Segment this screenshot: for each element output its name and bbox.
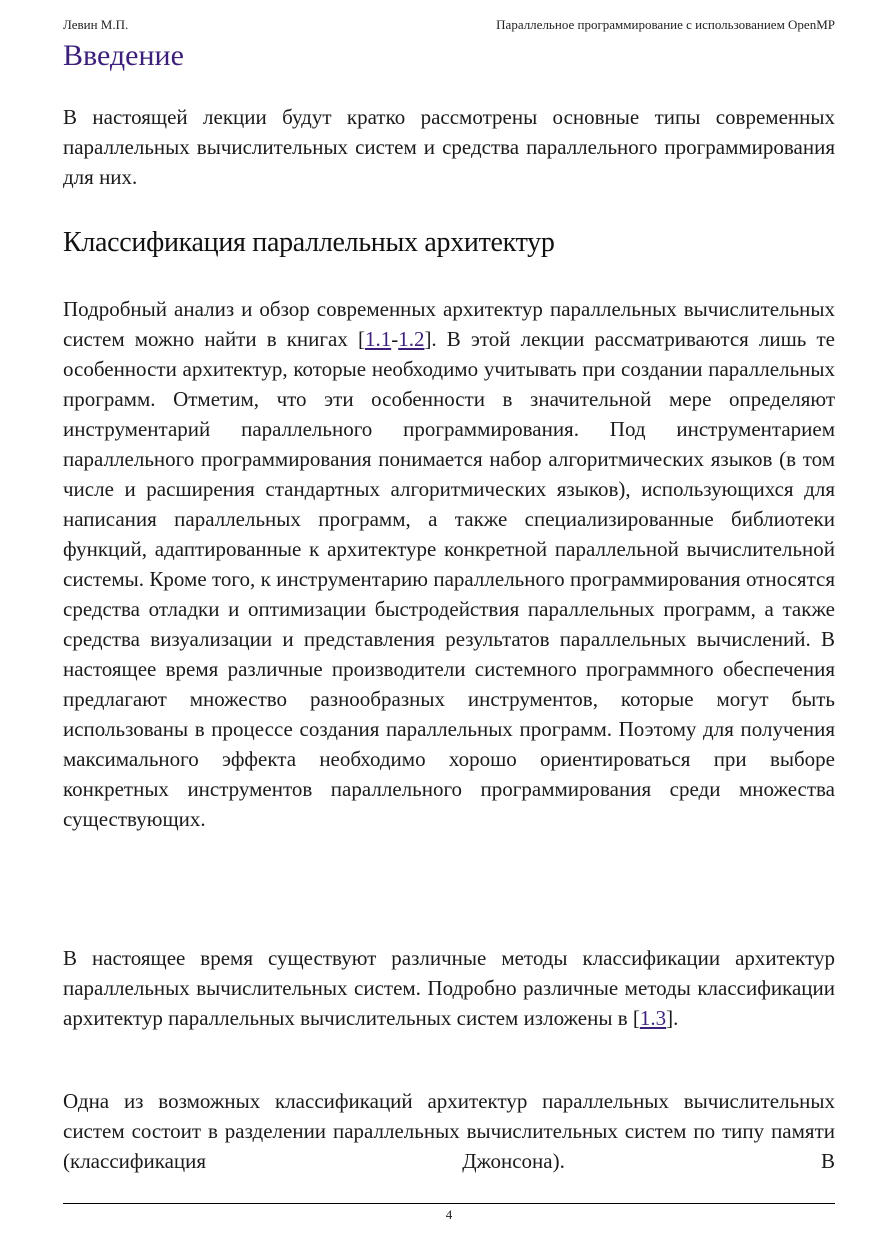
intro-paragraph: В настоящей лекции будут кратко рассмотрены основные типы современных параллельных вычислительных систем и средства параллельного программирования для них. (63, 105, 835, 189)
para1-ref-dash: - (391, 327, 399, 351)
para2-text-end: ]. (666, 1006, 679, 1030)
classification-paragraph-2 (63, 943, 835, 1033)
footer-divider (63, 1203, 835, 1204)
header-author: Левин М.П. (63, 17, 129, 32)
para1-text-start: Подробный анализ и обзор современных архитектур параллельных вычислительных систем можно найти в книгах [ (63, 297, 835, 351)
para1-text-rest: ]. В этой лекции рассматриваются лишь те особенности архитектур, которые необходимо учитывать при создании параллельных программ. Отметим, что эти особенности в значительной мере определяют инструментарий параллельного программирования. Под инструментарием параллельного программирования понимается набор алгоритмических языков (в том числе и расширения стандартных алгоритмических языков), использующихся для написания параллельных программ, а также специализированные библиотеки функций, адаптированные к архитектуре конкретной параллельной вычислительной системы. Кроме того, к инструментарию параллельного программирования относятся средства отладки и оптимизации быстродействия параллельных программ, а также средства визуализации и представления результатов параллельных вычислений. В настоящее время различные производители системного программного обеспечения предлагают множество разнообразных инструментов, которые могут быть использованы в процессе создания параллельных программ. Поэтому для получения максимального эффекта необходимо хорошо ориентироваться при выборе конкретных инструментов параллельного программирования среди множества существующих. (63, 327, 835, 831)
reference-link-1-3[interactable]: 1.3 (639, 1006, 667, 1030)
classification-paragraph-3: Одна из возможных классификаций архитектур параллельных вычислительных систем состоит в разделении параллельных вычислительных систем по типу памяти (классификация Джонсона). В (63, 1089, 835, 1173)
reference-link-1-2[interactable]: 1.2 (398, 327, 425, 351)
header-title: Параллельное программирование с использованием OpenMP (496, 17, 835, 32)
page-number: 4 (445, 1207, 453, 1222)
subsection-title-classification: Классификация параллельных архитектур (63, 227, 555, 258)
reference-link-1-1[interactable]: 1.1 (364, 327, 392, 351)
document-page (63, 0, 835, 1241)
section-title-introduction: Введение (63, 39, 184, 72)
para2-text-start: В настоящее время существуют различные методы классификации архитектур параллельных вычислительных систем. Подробно различные методы классификации архитектур параллельных вычислительных систем изложены в [ (63, 946, 835, 1030)
classification-paragraph-1 (63, 294, 835, 834)
